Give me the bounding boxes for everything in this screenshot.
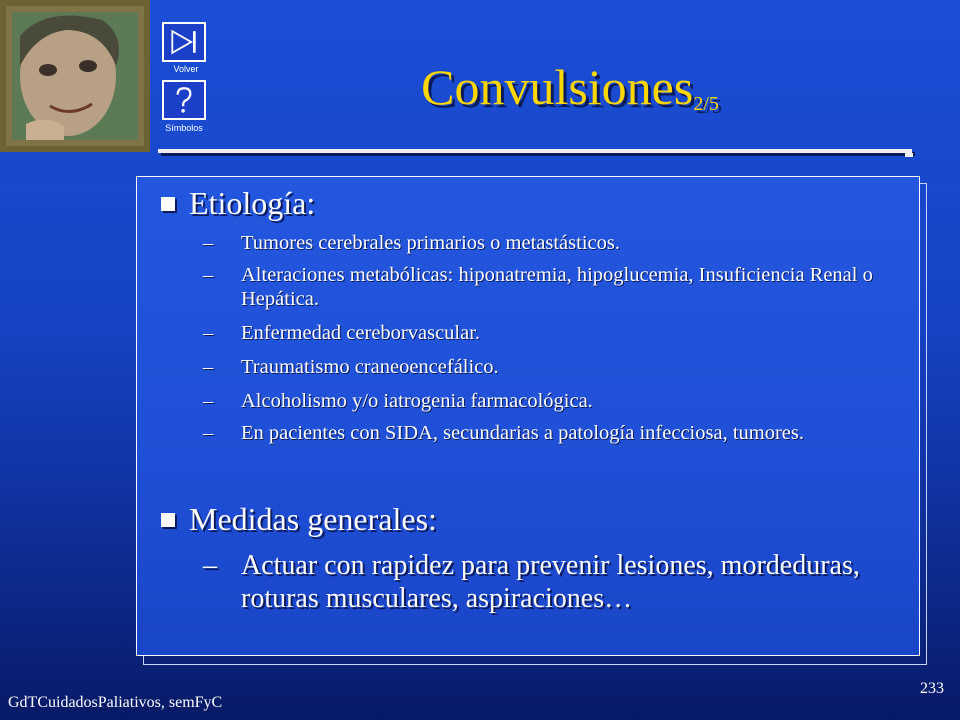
back-button[interactable] bbox=[162, 22, 206, 62]
portrait-face-image bbox=[6, 6, 144, 146]
back-caption: Volver bbox=[173, 64, 199, 74]
list-item bbox=[203, 421, 893, 445]
list-item-text: Enfermedad cereborvascular. bbox=[241, 322, 481, 344]
content-box bbox=[136, 176, 920, 656]
list-item-text: Actuar con rapidez para prevenir lesiones, mordeduras, roturas musculares, aspiraciones… bbox=[241, 550, 860, 614]
section-heading-text: Medidas generales: bbox=[189, 501, 437, 537]
list-item-text: Alcoholismo y/o iatrogenia farmacológica. bbox=[241, 390, 593, 412]
footer-credit: GdTCuidadosPaliativos, semFyC bbox=[8, 694, 223, 711]
list-item bbox=[203, 231, 893, 255]
list-item bbox=[203, 389, 893, 413]
list-item bbox=[203, 355, 893, 379]
section-heading-etiology bbox=[161, 185, 901, 222]
slide-title bbox=[300, 58, 840, 116]
dash-bullet: – bbox=[203, 550, 217, 581]
portrait-painting bbox=[0, 0, 150, 152]
dash-bullet: – bbox=[203, 390, 214, 412]
list-item-text: En pacientes con SIDA, secundarias a patología infecciosa, tumores. bbox=[241, 422, 804, 444]
list-item bbox=[203, 321, 893, 345]
etiology-list bbox=[203, 231, 893, 445]
dash-bullet: – bbox=[203, 356, 214, 378]
play-back-icon bbox=[164, 24, 204, 60]
square-bullet-icon bbox=[161, 513, 175, 527]
symbols-button[interactable] bbox=[162, 80, 206, 120]
slide-title-subscript: 2/5 bbox=[693, 93, 719, 115]
dash-bullet: – bbox=[203, 422, 214, 444]
general-measures-list bbox=[203, 549, 893, 615]
list-item-text: Traumatismo craneoencefálico. bbox=[241, 356, 499, 378]
list-item bbox=[203, 263, 893, 311]
list-item-text: Tumores cerebrales primarios o metastásticos. bbox=[241, 232, 620, 254]
section-heading-text: Etiología: bbox=[189, 185, 316, 221]
square-bullet-icon bbox=[161, 197, 175, 211]
list-item-text: Alteraciones metabólicas: hiponatremia, hipoglucemia, Insuficiencia Renal o Hepática. bbox=[241, 264, 873, 310]
dash-bullet: – bbox=[203, 322, 214, 344]
dash-bullet: – bbox=[203, 232, 214, 254]
section-heading-general-measures bbox=[161, 501, 901, 538]
title-underline-end bbox=[905, 153, 913, 157]
slide-title-main: Convulsiones bbox=[421, 59, 694, 115]
dash-bullet: – bbox=[203, 264, 214, 286]
question-mark-icon bbox=[164, 82, 204, 118]
list-item bbox=[203, 549, 893, 615]
symbols-caption: Símbolos bbox=[165, 123, 203, 133]
page-number: 233 bbox=[920, 680, 944, 697]
title-underline bbox=[158, 149, 912, 153]
